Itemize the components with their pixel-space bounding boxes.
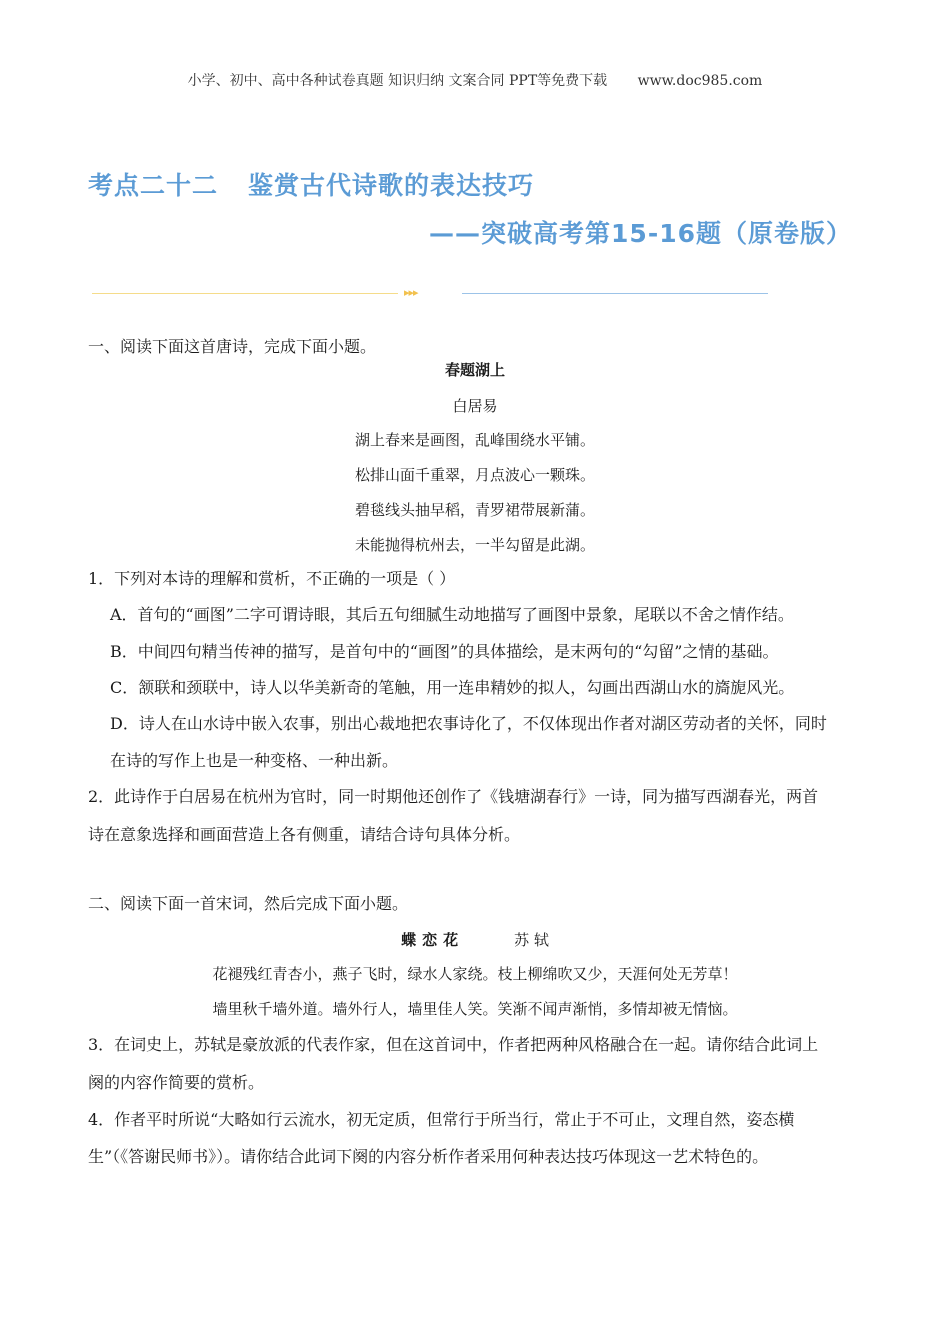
title-name: 鉴赏古代诗歌的表达技巧 xyxy=(248,171,535,200)
divider-right-line xyxy=(462,293,768,294)
option-a: A．首句的“画图”二字可谓诗眼，其后五句细腻生动地描写了画图中景象，尾联以不舍之情作结。 xyxy=(110,605,794,624)
header-text: 小学、初中、高中各种试卷真题 知识归纳 文案合同 PPT等免费下载 xyxy=(187,73,608,89)
poem2-author: 苏 轼 xyxy=(514,931,549,949)
section1-heading: 一、阅读下面这首唐诗，完成下面小题。 xyxy=(88,337,377,356)
poem2-line: 墙里秋千墙外道。墙外行人，墙里佳人笑。笑渐不闻声渐悄，多情却被无情恼。 xyxy=(212,1000,738,1018)
section2-heading: 二、阅读下面一首宋词，然后完成下面小题。 xyxy=(88,894,409,913)
question-1: 1．下列对本诗的理解和赏析，不正确的一项是（ ） xyxy=(88,569,456,588)
header-site-link[interactable]: www.doc985.com xyxy=(637,73,763,89)
poem1-title: 春题湖上 xyxy=(444,361,505,379)
question-4-line: 生”（《答谢民师书》）。请你结合此词下阕的内容分析作者采用何种表达技巧体现这一艺术特色的。 xyxy=(88,1147,769,1166)
title-divider xyxy=(92,286,768,302)
page-title xyxy=(88,166,534,202)
page-header xyxy=(0,70,950,90)
question-2-line: 诗在意象选择和画面营造上各有侧重，请结合诗句具体分析。 xyxy=(88,825,521,844)
poem1-author: 白居易 xyxy=(452,397,498,415)
poem1-line: 未能抛得杭州去，一半勾留是此湖。 xyxy=(354,536,595,554)
poem2-line: 花褪残红青杏小，燕子飞时，绿水人家绕。枝上柳绵吹又少，天涯何处无芳草！ xyxy=(212,965,738,983)
question-3-line: 3．在词史上，苏轼是豪放派的代表作家，但在这首词中，作者把两种风格融合在一起。请你结合此词上 xyxy=(88,1035,819,1054)
option-d: D．诗人在山水诗中嵌入农事，别出心裁地把农事诗化了，不仅体现出作者对湖区劳动者的关怀，同时 xyxy=(110,714,827,733)
option-d-continued: 在诗的写作上也是一种变格、一种出新。 xyxy=(110,751,399,770)
divider-left-line xyxy=(92,293,398,294)
poem1-line: 碧毯线头抽早稻，青罗裙带展新蒲。 xyxy=(354,501,595,519)
page-subtitle: ——突破高考第15-16题（原卷版） xyxy=(429,219,852,248)
poem1-line: 湖上春来是画图，乱峰围绕水平铺。 xyxy=(354,431,595,449)
poem2-header xyxy=(0,930,950,950)
poem2-title: 蝶恋花 xyxy=(401,931,465,949)
divider-arrows-icon: ▸▸▸ xyxy=(404,286,418,299)
question-4-line: 4．作者平时所说“大略如行云流水，初无定质，但常行于所当行，常止于不可止，文理自然，姿态横 xyxy=(88,1110,795,1129)
title-topic: 考点二十二 xyxy=(88,171,219,200)
poem1-line: 松排山面千重翠，月点波心一颗珠。 xyxy=(354,466,595,484)
question-2-line: 2．此诗作于白居易在杭州为官时，同一时期他还创作了《钱塘湖春行》一诗，同为描写西湖春光，两首 xyxy=(88,787,819,806)
question-3-line: 阕的内容作简要的赏析。 xyxy=(88,1073,265,1092)
option-c: C．颔联和颈联中，诗人以华美新奇的笔触，用一连串精妙的拟人，勾画出西湖山水的旖旎风光。 xyxy=(110,678,795,697)
option-b: B．中间四句精当传神的描写，是首句中的“画图”的具体描绘，是末两句的“勾留”之情的基础。 xyxy=(110,642,779,661)
